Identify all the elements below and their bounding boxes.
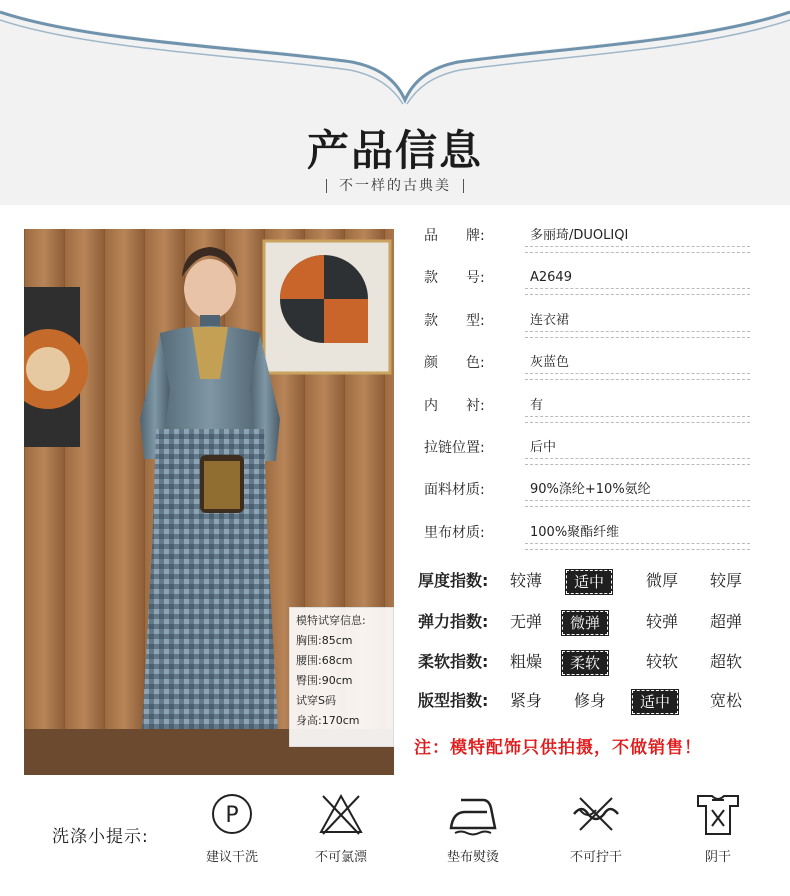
spec-label: 里布材质: [424, 525, 485, 541]
spec-row-fabric [412, 474, 750, 516]
dry-clean-icon [208, 790, 256, 838]
index-option-selected: 适中 [566, 570, 612, 594]
spec-rule [525, 543, 750, 550]
spec-row-color [412, 347, 750, 389]
spec-value: 后中 [530, 440, 557, 455]
no-bleach-icon [317, 790, 365, 838]
index-option: 超弹 [710, 612, 743, 631]
notice-text: 注：模特配饰只供拍摄，不做销售！ [414, 738, 702, 758]
spec-value: 90%涤纶+10%氨纶 [530, 482, 651, 497]
index-elasticity [418, 605, 778, 639]
wash-label: 垫布熨烫 [446, 850, 499, 865]
wash-label: 不可氯漂 [314, 850, 367, 865]
index-thickness [418, 564, 778, 598]
index-option-selected: 微弹 [562, 611, 608, 635]
spec-row-brand [412, 220, 750, 262]
index-option: 较软 [646, 652, 679, 671]
subtitle-text: 不一样的古典美 [339, 178, 451, 194]
index-fit [418, 684, 778, 718]
spec-value: 100%聚酯纤维 [530, 525, 620, 540]
shade-dry-icon [694, 790, 742, 838]
spec-label: 颜 色: [424, 355, 485, 371]
model-info-box [289, 607, 394, 747]
spec-value: A2649 [530, 270, 572, 285]
spec-rule [525, 246, 750, 253]
spec-rule [525, 331, 750, 338]
index-softness [418, 645, 778, 679]
wash-item [425, 790, 521, 865]
spec-row-type [412, 305, 750, 347]
spec-row-lining-fabric [412, 517, 750, 559]
index-label: 柔软指数: [418, 652, 489, 671]
spec-label: 款 号: [424, 270, 485, 286]
spec-label: 内 衬: [424, 398, 485, 414]
index-option: 较弹 [646, 612, 679, 631]
spec-label: 拉链位置: [424, 440, 485, 456]
no-wring-icon [570, 790, 622, 838]
spec-value: 连衣裙 [530, 313, 570, 328]
wash-label: 建议干洗 [205, 850, 258, 865]
index-option: 宽松 [710, 691, 743, 710]
spec-label: 面料材质: [424, 482, 485, 498]
spec-row-style-no [412, 262, 750, 304]
wash-item [293, 790, 389, 865]
spec-rule [525, 416, 750, 423]
model-info-line: 腰围:68cm [296, 654, 353, 667]
spec-value: 灰蓝色 [530, 355, 570, 370]
spec-rule [525, 458, 750, 465]
page-title: 产品信息 [306, 126, 483, 175]
washing-label: 洗涤小提示: [52, 827, 149, 847]
wash-item [670, 790, 766, 865]
spec-row-zipper [412, 432, 750, 474]
model-info-line: 身高:170cm [296, 714, 360, 727]
divider [463, 179, 464, 193]
divider [326, 179, 327, 193]
spec-value: 有 [530, 398, 544, 413]
wash-item [548, 790, 644, 865]
index-option: 超软 [710, 652, 743, 671]
spec-label: 品 牌: [424, 228, 485, 244]
index-option-selected: 适中 [632, 690, 678, 714]
index-option: 较厚 [710, 571, 743, 590]
iron-icon [447, 790, 499, 838]
index-option: 较薄 [510, 571, 543, 590]
wash-item [184, 790, 280, 865]
spec-label: 款 型: [424, 313, 485, 329]
svg-text:P: P [225, 803, 239, 828]
index-option: 无弹 [510, 612, 543, 631]
wash-label: 阴干 [704, 850, 731, 865]
index-label: 厚度指数: [418, 571, 489, 590]
spec-row-lining [412, 390, 750, 432]
model-info-line: 臀围:90cm [296, 674, 353, 687]
spec-rule [525, 288, 750, 295]
page-subtitle [0, 175, 790, 195]
index-option: 修身 [574, 691, 607, 710]
spec-rule [525, 373, 750, 380]
model-info-title: 模特试穿信息: [296, 614, 366, 627]
wash-label: 不可拧干 [569, 850, 622, 865]
spec-value: 多丽琦/DUOLIQI [530, 228, 629, 243]
spec-rule [525, 500, 750, 507]
index-option-selected: 柔软 [562, 651, 608, 675]
model-info-line: 试穿S码 [296, 694, 336, 707]
index-label: 弹力指数: [418, 612, 489, 631]
index-option: 微厚 [646, 571, 679, 590]
index-label: 版型指数: [418, 691, 489, 710]
index-option: 紧身 [510, 691, 543, 710]
index-option: 粗燥 [510, 652, 543, 671]
model-info-line: 胸围:85cm [296, 634, 353, 647]
